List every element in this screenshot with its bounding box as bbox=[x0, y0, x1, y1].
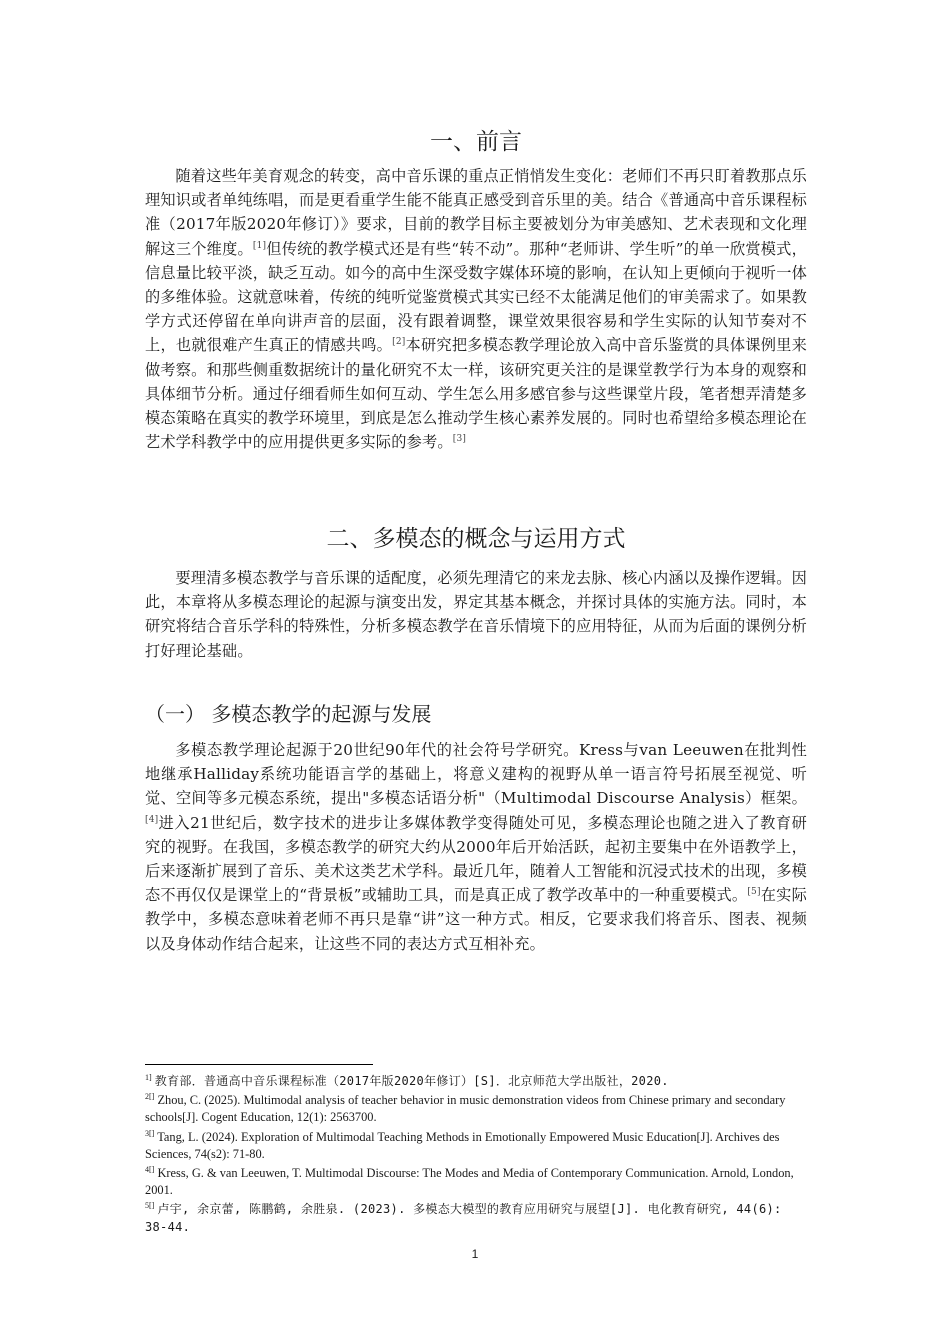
footnote-text: Tang, L. (2024). Exploration of Multimodal Teaching Methods in Emotionally Empowered Music Education[J]. Archives des Sciences, 74(s2): 71-80. bbox=[145, 1129, 780, 1161]
footnote-text: Kress, G. & van Leeuwen, T. Multimodal Discourse: The Modes and Media of Contemporary Communication. Arnold, London, 2001. bbox=[145, 1166, 794, 1198]
citation-ref-1[interactable]: [1] bbox=[252, 240, 267, 251]
origin-text-1: 多模态教学理论起源于20世纪90年代的社会符号学研究。Kress与van Leeuwen在批判性地继承Halliday系统功能语言学的基础上，将意义建构的视野从单一语言符号拓展至视觉、听觉、空间等多元模态系统，提出"多模态话语分析"（Multimodal Discourse Analysis）框架。 bbox=[145, 741, 807, 808]
footnote-number: 4[] bbox=[145, 1164, 155, 1174]
footnote-text: 教育部．普通高中音乐课程标准（2017年版2020年修订）[S]．北京师范大学出版社，2020. bbox=[154, 1074, 669, 1088]
citation-ref-3[interactable]: [3] bbox=[452, 434, 467, 445]
paragraph-preface bbox=[145, 164, 807, 454]
footnote-text: Zhou, C. (2025). Multimodal analysis of teacher behavior in music demonstration videos from Chinese primary and secondary schools[J]. Cogent Education, 12(1): 2563700. bbox=[145, 1093, 786, 1125]
footnote-4 bbox=[145, 1165, 807, 1199]
preface-text-1: 随着这些年美育观念的转变，高中音乐课的重点正悄悄发生变化：老师们不再只盯着教那点乐理知识或者单纯练唱，而是更看重学生能不能真正感受到音乐里的美。结合《普通高中音乐课程标准（2017年版2020年修订）》要求，目前的教学目标主要被划分为审美感知、艺术表现和文化理解这三个维度。 bbox=[145, 167, 807, 258]
footnote-number: 1] bbox=[145, 1072, 152, 1082]
footnote-2 bbox=[145, 1092, 807, 1126]
page-number: 1 bbox=[471, 1247, 479, 1261]
footnote-separator bbox=[145, 1064, 373, 1065]
paragraph-concept-intro: 要理清多模态教学与音乐课的适配度，必须先理清它的来龙去脉、核心内涵以及操作逻辑。因此，本章将从多模态理论的起源与演变出发，界定其基本概念，并探讨具体的实施方法。同时，本研究将结合音乐学科的特殊性，分析多模态教学在音乐情境下的应用特征，从而为后面的课例分析打好理论基础。 bbox=[145, 569, 807, 660]
footnote-3 bbox=[145, 1129, 807, 1163]
preface-text-3: 本研究把多模态教学理论放入高中音乐鉴赏的具体课例里来做考察。和那些侧重数据统计的量化研究不太一样，该研究更关注的是课堂教学行为本身的观察和具体细节分析。通过仔细看师生如何互动、学生怎么用多感官参与这些课堂片段，笔者想弄清楚多模态策略在真实的教学环境里，到底是怎么推动学生核心素养发展的。同时也希望给多模态理论在艺术学科教学中的应用提供更多实际的参考。 bbox=[145, 336, 808, 452]
preface-text-2: 但传统的教学模式还是有些“转不动”。那种“老师讲、学生听”的单一欣赏模式，信息量比较平淡，缺乏互动。如今的高中生深受数字媒体环境的影响，在认知上更倾向于视听一体的多维体验。这就意味着，传统的纯听觉鉴赏模式其实已经不太能满足他们的审美需求了。如果教学方式还停留在单向讲声音的层面，没有跟着调整，课堂效果很容易和学生实际的认知节奏对不上，也就很难产生真正的情感共鸣。 bbox=[145, 239, 807, 355]
citation-ref-2[interactable]: [2] bbox=[392, 337, 406, 348]
citation-ref-5[interactable]: [5] bbox=[747, 887, 761, 898]
footnote-number: 5[] bbox=[145, 1201, 155, 1211]
paragraph-origin bbox=[145, 738, 807, 956]
subsection-heading-origin: （一） 多模态教学的起源与发展 bbox=[145, 702, 432, 726]
footnote-number: 3[] bbox=[145, 1128, 155, 1138]
footnote-1 bbox=[145, 1073, 807, 1090]
section-heading-concept: 二、多模态的概念与运用方式 bbox=[326, 526, 626, 552]
section-heading-preface: 一、前言 bbox=[430, 129, 522, 155]
footnote-5 bbox=[145, 1201, 807, 1235]
citation-ref-4[interactable]: [4] bbox=[145, 814, 159, 825]
origin-text-3: 在实际教学中，多模态意味着老师不再只是靠“讲”这一种方式。相反，它要求我们将音乐、图表、视频以及身体动作结合起来，让这些不同的表达方式互相补充。 bbox=[145, 886, 807, 953]
footnote-text: 卢宇, 余京蕾, 陈鹏鹤, 余胜泉. (2023). 多模态大模型的教育应用研究与展望[J]. 电化教育研究, 44(6): 38-44. bbox=[145, 1202, 782, 1234]
footnote-number: 2[] bbox=[145, 1092, 155, 1102]
footnotes bbox=[145, 1073, 807, 1238]
origin-text-2: 进入21世纪后，数字技术的进步让多媒体教学变得随处可见，多模态理论也随之进入了教育研究的视野。在我国，多模态教学的研究大约从2000年后开始活跃，起初主要集中在外语教学上，后来逐渐扩展到了音乐、美术这类艺术学科。最近几年，随着人工智能和沉浸式技术的出现，多模态不再仅仅是课堂上的“背景板”或辅助工具，而是真正成了教学改革中的一种重要模式。 bbox=[145, 813, 807, 905]
